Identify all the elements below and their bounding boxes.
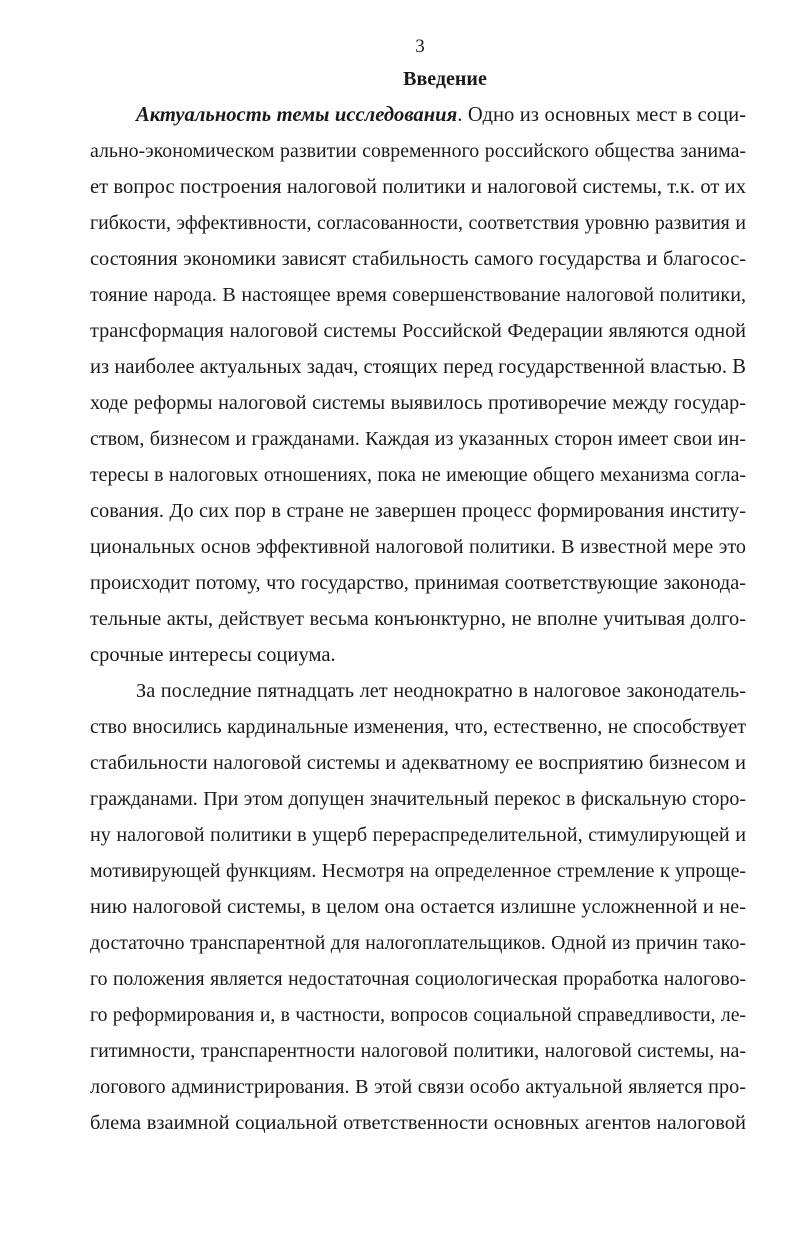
paragraph-2-line: логового администрирования. В этой связи особо актуальной является про- <box>90 1076 746 1098</box>
paragraph-2-line: достаточно транспарентной для налогоплательщиков. Одной из причин тако- <box>90 932 746 954</box>
paragraph-2-line: гражданами. При этом допущен значительный перекос в фискальную сторо- <box>90 788 746 810</box>
paragraph-1-line: гибкости, эффективности, согласованности, соответствия уровню развития и <box>90 212 746 234</box>
paragraph-1-line: ально-экономическом развитии современного российского общества занима- <box>90 140 746 162</box>
paragraph-1-line: ством, бизнесом и гражданами. Каждая из указанных сторон имеет свои ин- <box>90 428 746 450</box>
section-heading: Введение <box>403 68 487 90</box>
paragraph-2-line: го положения является недостаточная социологическая проработка налогово- <box>90 968 746 990</box>
paragraph-1-line: происходит потому, что государство, принимая соответствующие законода- <box>90 572 746 594</box>
page-number: 3 <box>415 36 425 57</box>
paragraph-2-line: блема взаимной социальной ответственности основных агентов налоговой <box>90 1112 746 1134</box>
paragraph-1-line: трансформация налоговой системы Российской Федерации являются одной <box>90 320 746 342</box>
line-text: . Одно из основных мест в соци- <box>457 104 746 126</box>
lead-phrase: Актуальность темы исследования <box>136 104 458 126</box>
paragraph-1-line: срочные интересы социума. <box>90 644 336 666</box>
paragraph-1-line: состояния экономики зависят стабильность самого государства и благосос- <box>90 248 746 270</box>
paragraph-2-line: го реформирования и, в частности, вопросов социальной справедливости, ле- <box>90 1004 746 1026</box>
paragraph-1-line: циональных основ эффективной налоговой политики. В известной мере это <box>90 536 746 558</box>
paragraph-2-line: гитимности, транспарентности налоговой политики, налоговой системы, на- <box>90 1040 746 1062</box>
paragraph-1-line-1 <box>136 102 746 128</box>
paragraph-2-line: стабильности налоговой системы и адекватному ее восприятию бизнесом и <box>90 752 746 774</box>
paragraph-1-line: тересы в налоговых отношениях, пока не имеющие общего механизма согла- <box>90 464 746 486</box>
paragraph-1-line: из наиболее актуальных задач, стоящих перед государственной властью. В <box>90 356 746 378</box>
paragraph-2-line: мотивирующей функциям. Несмотря на определенное стремление к упроще- <box>90 860 746 882</box>
paragraph-1-line: тояние народа. В настоящее время совершенствование налоговой политики, <box>90 284 746 306</box>
paragraph-2-line: ство вносились кардинальные изменения, что, естественно, не способствует <box>90 716 746 738</box>
paragraph-1-line: тельные акты, действует весьма конъюнктурно, не вполне учитывая долго- <box>90 608 746 630</box>
paragraph-2-line: нию налоговой системы, в целом она остается излишне усложненной и не- <box>90 896 746 918</box>
paragraph-1-line: ходе реформы налоговой системы выявилось противоречие между государ- <box>90 392 746 414</box>
paragraph-1-line: ет вопрос построения налоговой политики и налоговой системы, т.к. от их <box>90 176 746 198</box>
paragraph-1-line: сования. До сих пор в стране не завершен процесс формирования институ- <box>90 500 746 522</box>
paragraph-2-line: За последние пятнадцать лет неоднократно в налоговое законодатель- <box>136 680 746 702</box>
paragraph-2-line: ну налоговой политики в ущерб перераспределительной, стимулирующей и <box>90 824 746 846</box>
